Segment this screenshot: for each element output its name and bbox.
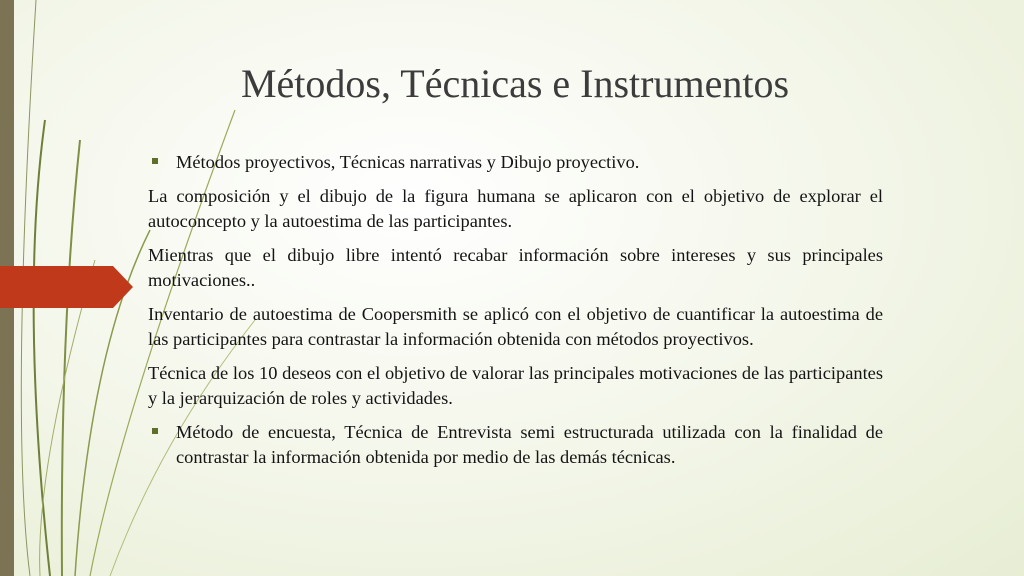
bullet-item xyxy=(148,150,883,176)
bullet-text: Método de encuesta, Técnica de Entrevista semi estructurada utilizada con la finalidad de contrastar la información obtenida por medio de las demás técnicas. xyxy=(176,421,883,467)
accent-arrow xyxy=(0,266,133,308)
square-bullet-icon xyxy=(152,158,158,164)
slide-content xyxy=(148,150,883,479)
paragraph: Técnica de los 10 deseos con el objetivo de valorar las principales motivaciones de las participantes y la jerarquización de roles y actividades. xyxy=(148,362,883,408)
bullet-item xyxy=(148,420,883,471)
bullet-text: Métodos proyectivos, Técnicas narrativas y Dibujo proyectivo. xyxy=(176,152,640,172)
slide-title: Métodos, Técnicas e Instrumentos xyxy=(240,61,790,106)
square-bullet-icon xyxy=(152,428,158,434)
paragraph: Inventario de autoestima de Coopersmith se aplicó con el objetivo de cuantificar la autoestima de las participantes para contrastar la información obtenida con métodos proyectivos. xyxy=(148,303,883,349)
paragraph: La composición y el dibujo de la figura humana se aplicaron con el objetivo de explorar el autoconcepto y la autoestima de las participantes. xyxy=(148,185,883,231)
paragraph: Mientras que el dibujo libre intentó recabar información sobre intereses y sus principales motivaciones.. xyxy=(148,244,883,290)
